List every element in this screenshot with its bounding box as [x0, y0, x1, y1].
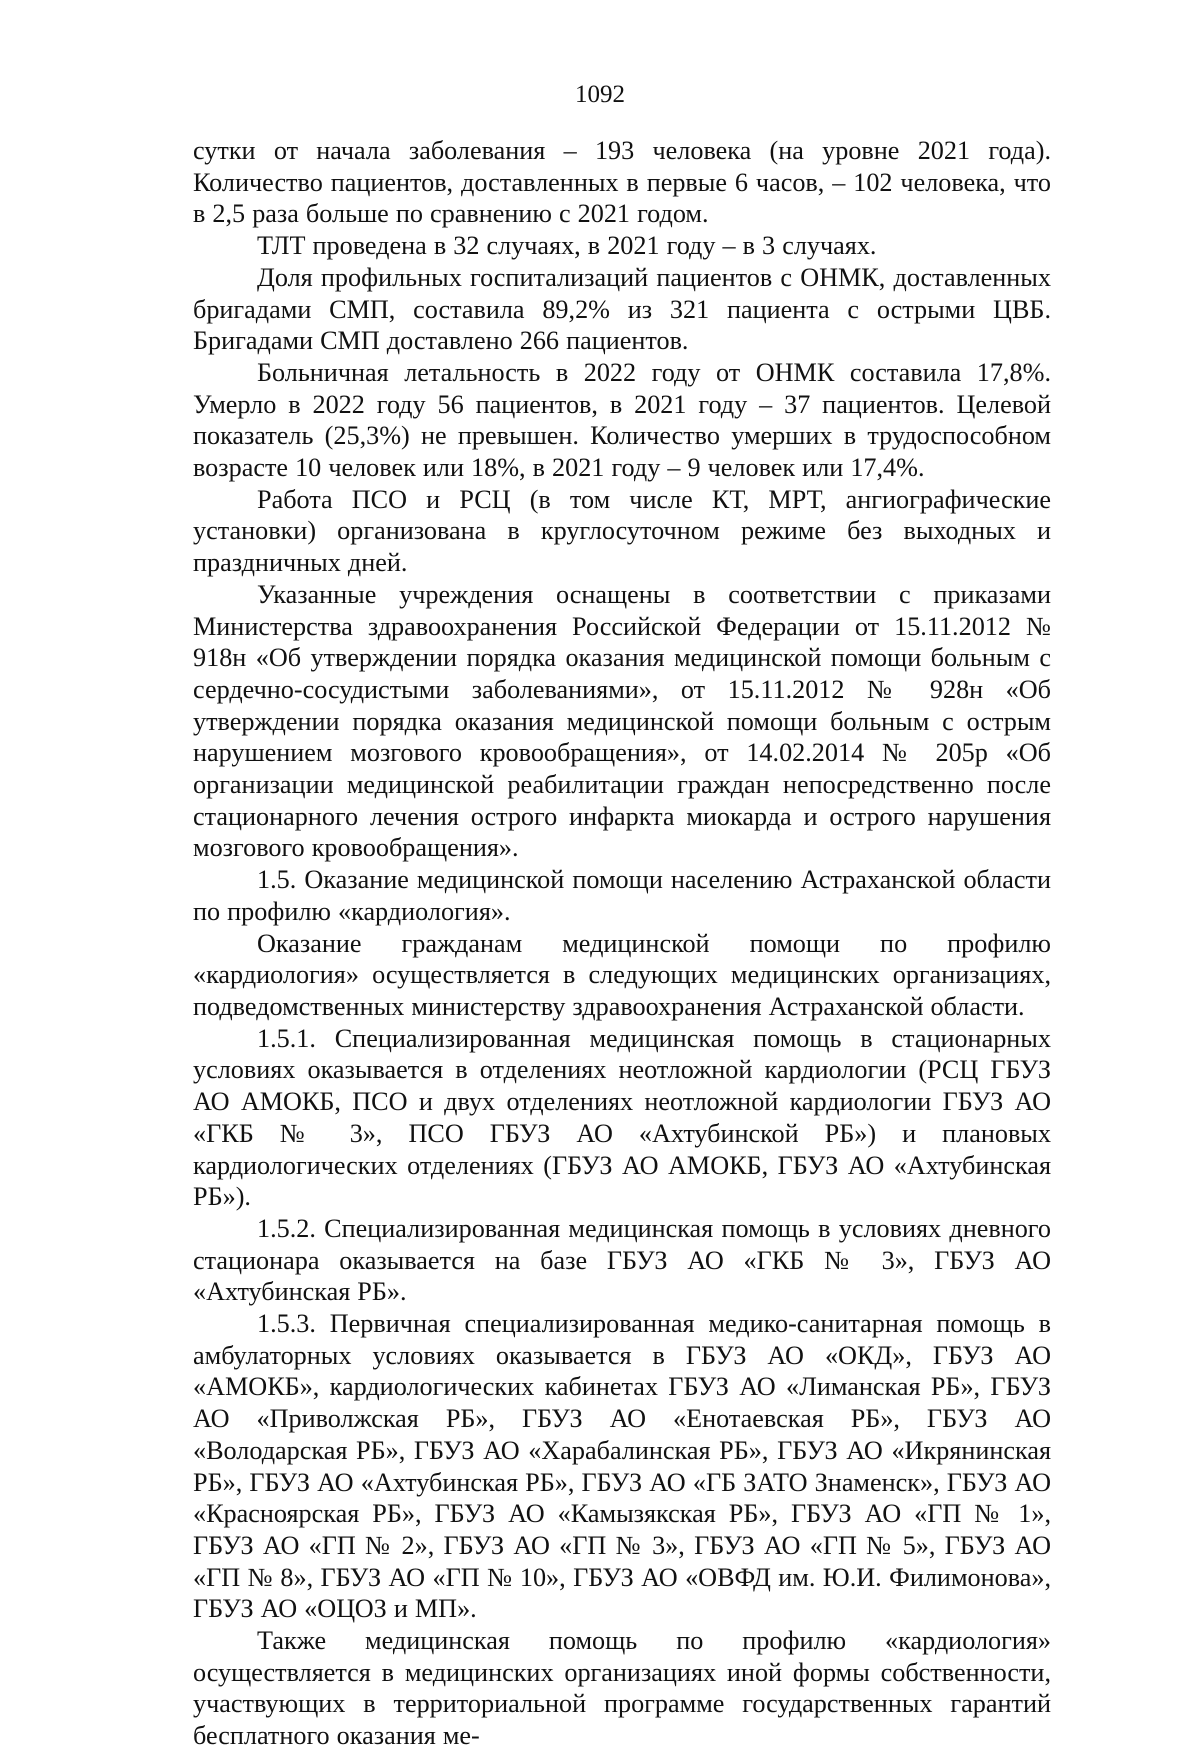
paragraph-mortality: Больничная летальность в 2022 году от ОНМК составила 17,8%. Умерло в 2022 году 56 пациентов, в 2021 году – 37 пациентов. Целевой показатель (25,3%) не превышен. Количество умерших в трудоспособном возрасте 10 человек или 18%, в 2021 году – 9 человек или 17,4%.: [193, 357, 1051, 483]
paragraph-pso-rsc-work: Работа ПСО и РСЦ (в том числе КТ, МРТ, ангиографические установки) организована в круглосуточном режиме без выходных и праздничных дней.: [193, 484, 1051, 578]
document-body: [193, 135, 1051, 1752]
page-number: 1092: [575, 81, 625, 108]
paragraph-profile-hospitalization: Доля профильных госпитализаций пациентов с ОНМК, доставленных бригадами СМП, составила 89,2% из 321 пациента с острыми ЦВБ. Бригадами СМП доставлено 266 пациентов.: [193, 262, 1051, 356]
paragraph-1-5-3: 1.5.3. Первичная специализированная медико-санитарная помощь в амбулаторных условиях оказывается в ГБУЗ АО «ОКД», ГБУЗ АО «АМОКБ», кардиологических кабинетах ГБУЗ АО «Лиманская РБ», ГБУЗ АО «Приволжская РБ», ГБУЗ АО «Енотаевская РБ», ГБУЗ АО «Володарская РБ», ГБУЗ АО «Харабалинская РБ», ГБУЗ АО «Икрянинская РБ», ГБУЗ АО «Ахтубинская РБ», ГБУЗ АО «ГБ ЗАТО Знаменск», ГБУЗ АО «Красноярская РБ», ГБУЗ АО «Камызякская РБ», ГБУЗ АО «ГП № 1», ГБУЗ АО «ГП № 2», ГБУЗ АО «ГП № 3», ГБУЗ АО «ГП № 5», ГБУЗ АО «ГП № 8», ГБУЗ АО «ГП № 10», ГБУЗ АО «ОВФД им. Ю.И. Филимонова», ГБУЗ АО «ОЦОЗ и МП».: [193, 1309, 1051, 1624]
paragraph-cardiology-organizations: Оказание гражданам медицинской помощи по профилю «кардиология» осуществляется в следующих медицинских организациях, подведомственных министерству здравоохранения Астраханской области.: [193, 928, 1051, 1021]
paragraph-equipment-orders: Указанные учреждения оснащены в соответствии с приказами Министерства здравоохранения Российской Федерации от 15.11.2012 № 918н «Об утверждении порядка оказания медицинской помощи больным с сердечно-сосудистыми заболеваниями», от 15.11.2012 № 928н «Об утверждении порядка оказания медицинской помощи больным с острым нарушением мозгового кровообращения», от 14.02.2014 № 205р «Об организации медицинской реабилитации граждан непосредственно после стационарного лечения острого инфаркта миокарда и острого нарушения мозгового кровообращения».: [193, 579, 1051, 863]
paragraph-1-5-2: 1.5.2. Специализированная медицинская помощь в условиях дневного стационара оказывается на базе ГБУЗ АО «ГКБ № 3», ГБУЗ АО «Ахтубинская РБ».: [193, 1213, 1051, 1307]
paragraph-tlt: ТЛТ проведена в 32 случаях, в 2021 году – в 3 случаях.: [257, 231, 877, 261]
section-heading-1-5: 1.5. Оказание медицинской помощи населению Астраханской области по профилю «кардиология».: [193, 865, 1051, 926]
paragraph-other-ownership: Также медицинская помощь по профилю «кардиология» осуществляется в медицинских организациях иной формы собственности, участвующих в территориальной программе государственных гарантий бесплатного оказания ме-: [193, 1626, 1051, 1751]
paragraph-onset-stats: сутки от начала заболевания – 193 человека (на уровне 2021 года). Количество пациентов, доставленных в первые 6 часов, – 102 человека, что в 2,5 раза больше по сравнению с 2021 годом.: [193, 136, 1051, 229]
paragraph-1-5-1: 1.5.1. Специализированная медицинская помощь в стационарных условиях оказывается в отделениях неотложной кардиологии (РСЦ ГБУЗ АО АМОКБ, ПСО и двух отделениях неотложной кардиологии ГБУЗ АО «ГКБ № 3», ПСО ГБУЗ АО «Ахтубинской РБ») и плановых кардиологических отделениях (ГБУЗ АО АМОКБ, ГБУЗ АО «Ахтубинская РБ»).: [193, 1023, 1051, 1212]
